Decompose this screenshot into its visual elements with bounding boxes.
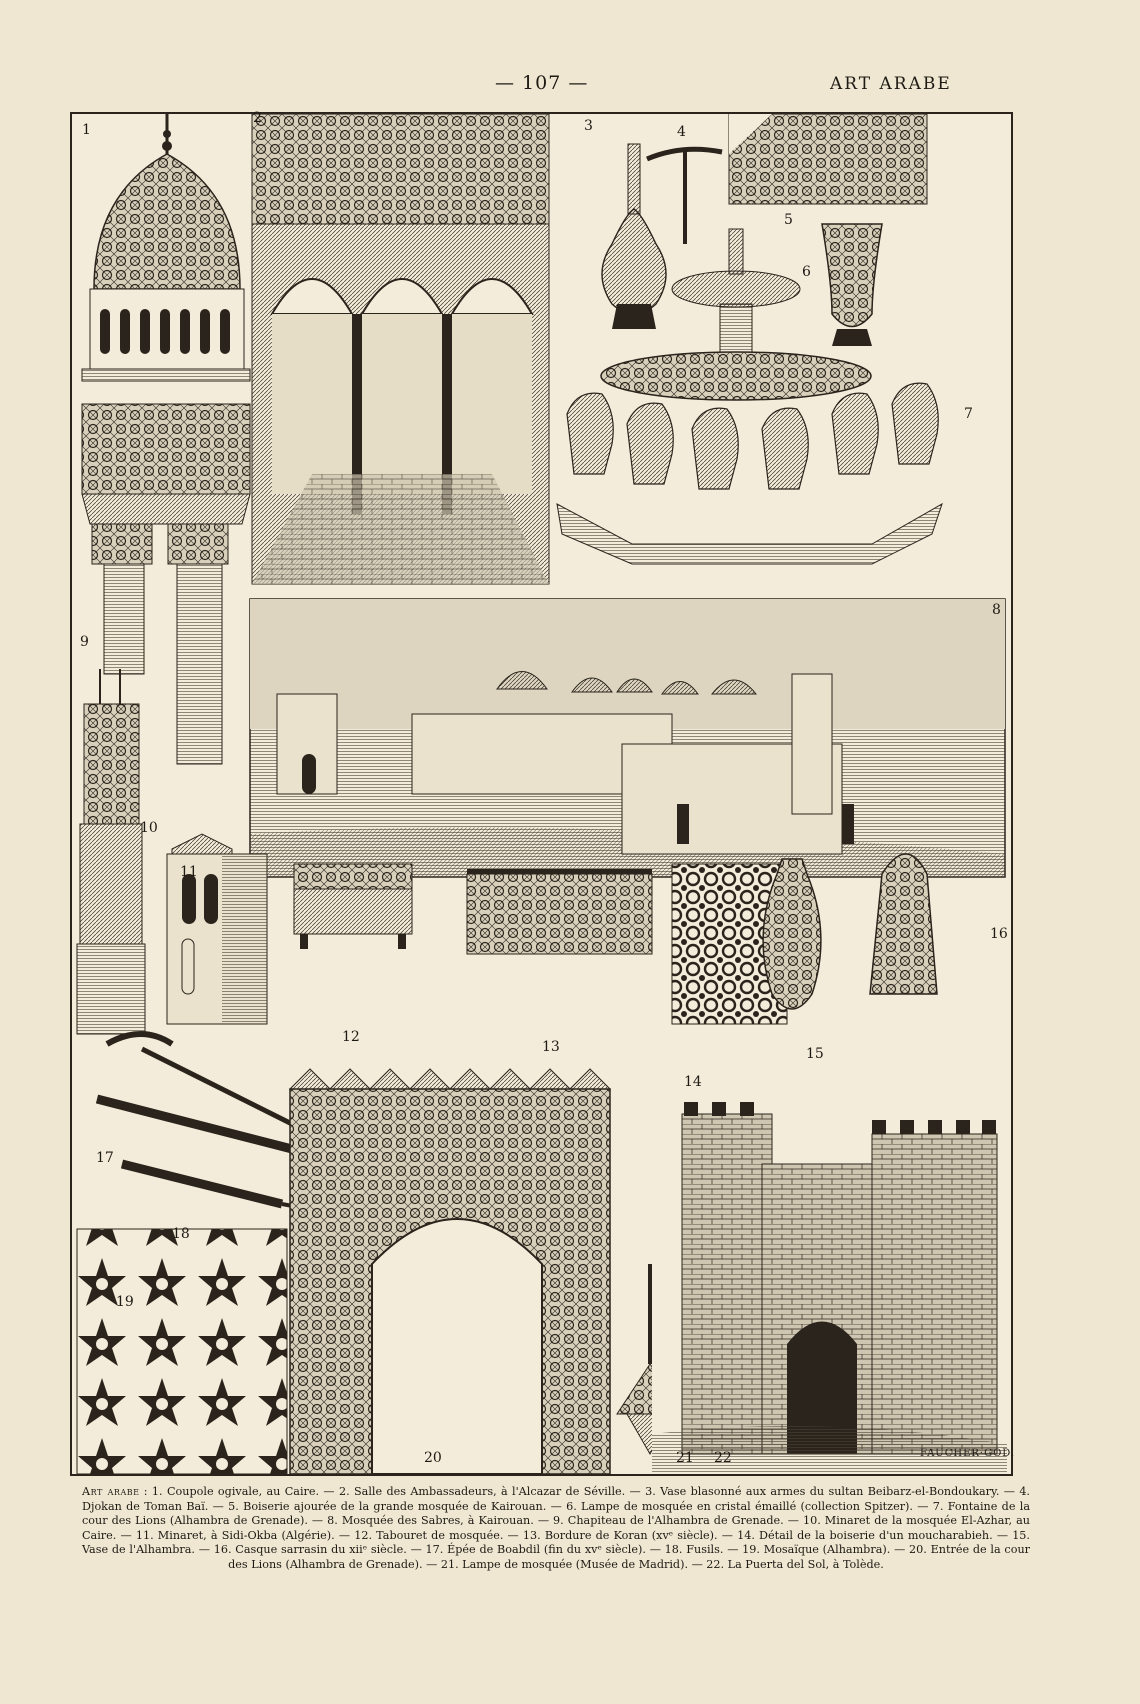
figure-number-1: 1 — [82, 122, 91, 138]
page-header — [0, 72, 1140, 102]
openwork-panel-illustration — [729, 114, 927, 204]
mosque-lamp-illustration — [822, 224, 882, 346]
running-title: ART ARABE — [830, 74, 952, 94]
blazoned-vase-illustration — [602, 144, 666, 329]
illustration-plate — [70, 110, 1016, 1476]
puerta-del-sol-illustration — [652, 1102, 1007, 1474]
figure-number-16: 16 — [990, 926, 1008, 942]
figure-number-14: 14 — [684, 1074, 702, 1090]
plate-engravings — [72, 114, 1015, 1478]
djokan-illustration — [647, 149, 722, 244]
caption-lead: Art arabe — [82, 1485, 140, 1498]
figure-number-21: 21 — [676, 1450, 694, 1466]
ambassadors-hall-illustration — [252, 114, 549, 584]
page-number: — 107 — — [495, 72, 589, 94]
figure-number-22: 22 — [714, 1450, 732, 1466]
el-azhar-minaret-illustration — [77, 669, 145, 1034]
figure-number-15: 15 — [806, 1046, 824, 1062]
figure-number-2: 2 — [253, 110, 262, 126]
figure-number-7: 7 — [964, 406, 973, 422]
mosque-stool-illustration — [294, 864, 412, 949]
figure-number-13: 13 — [542, 1039, 560, 1055]
figure-number-19: 19 — [116, 1294, 134, 1310]
kairouan-mosque-illustration — [250, 599, 1005, 877]
figure-number-20: 20 — [424, 1450, 442, 1466]
figure-number-6: 6 — [802, 264, 811, 280]
sidi-okba-minaret-illustration — [167, 834, 267, 1024]
figure-number-18: 18 — [172, 1226, 190, 1242]
engraver-signature: FAUCHER·GOD. — [920, 1448, 1016, 1459]
figure-number-17: 17 — [96, 1150, 114, 1166]
figure-number-4: 4 — [677, 124, 686, 140]
figure-number-12: 12 — [342, 1029, 360, 1045]
figure-number-5: 5 — [784, 212, 793, 228]
plate-caption — [82, 1485, 1030, 1573]
figure-number-11: 11 — [180, 864, 198, 880]
cairo-dome-illustration — [82, 114, 250, 494]
figure-number-8: 8 — [992, 602, 1001, 618]
figure-number-10: 10 — [140, 820, 158, 836]
koran-border-illustration — [467, 869, 652, 954]
figure-number-9: 9 — [80, 634, 89, 650]
lions-court-entrance-illustration — [290, 1069, 610, 1474]
caption-text: : 1. Coupole ogivale, au Caire. — 2. Salle des Ambassadeurs, à l'Alcazar de Séville. — 3. Vase blasonné aux armes du sultan Beibarz-el-Bondoukary. — 4. Djokan de Toman Baï. — 5. Boiserie ajourée de la grande mosquée de Kairouan. — 6. Lampe de mosquée en cristal émaillé (collection Spitzer). — 7. Fontaine de la cour des Lions (Alhambra de Grenade). — 8. Mosquée des Sabres, à Kairouan. — 9. Chapiteau de l'Alhambra de Grenade. — 10. Minaret de la mosquée El-Azhar, au Caire. — 11. Minaret, à Sidi-Okba (Algérie). — 12. Tabouret de mosquée. — 13. Bordure de Koran (xvᵉ siècle). — 14. Détail de la boiserie d'un moucharabieh. — 15. Vase de l'Alhambra. — 16. Casque sarrasin du xiiᵉ siècle. — 17. Épée de Boabdil (fin du xvᵉ siècle). — 18. Fusils. — 19. Mosaïque (Alhambra). — 20. Entrée de la cour des Lions (Alhambra de Grenade). — 21. Lampe de mosquée (Musée de Madrid). — 22. La Puerta del Sol, à Tolède. — [82, 1485, 1030, 1571]
figure-number-3: 3 — [584, 118, 593, 134]
alhambra-mosaic-illustration — [77, 1229, 287, 1474]
